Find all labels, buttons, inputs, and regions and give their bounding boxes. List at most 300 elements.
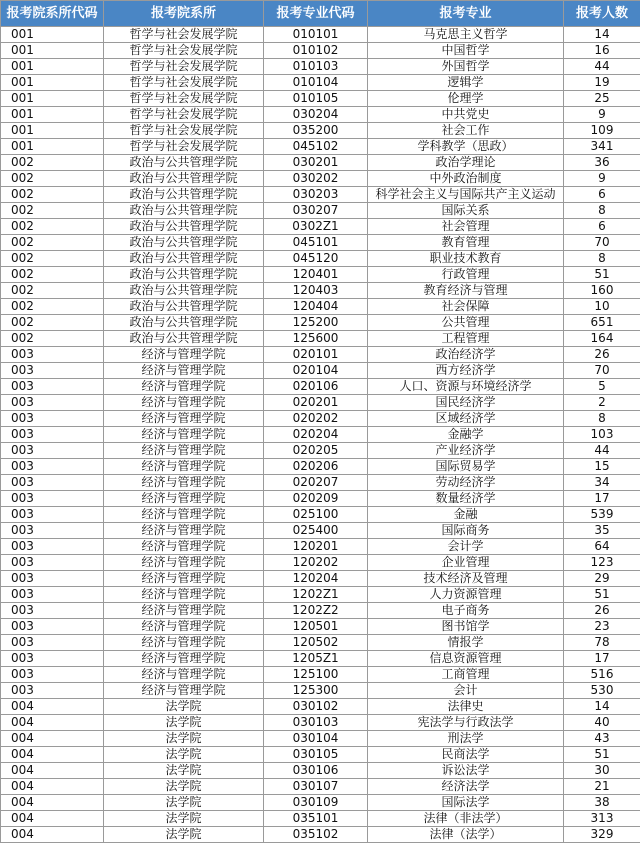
major-name-cell: 数量经济学 [368, 491, 564, 507]
major-code-cell: 020206 [264, 459, 368, 475]
major-name-cell: 产业经济学 [368, 443, 564, 459]
major-code-cell: 125100 [264, 667, 368, 683]
applicant-count-cell: 78 [564, 635, 640, 651]
header-major-code: 报考专业代码 [264, 1, 368, 27]
applicant-count-cell: 313 [564, 811, 640, 827]
major-code-cell: 120204 [264, 571, 368, 587]
dept-name-cell: 经济与管理学院 [104, 507, 264, 523]
major-code-cell: 020205 [264, 443, 368, 459]
major-code-cell: 125300 [264, 683, 368, 699]
major-code-cell: 030201 [264, 155, 368, 171]
dept-name-cell: 法学院 [104, 731, 264, 747]
dept-code-cell: 003 [1, 683, 104, 699]
dept-code-cell: 003 [1, 475, 104, 491]
major-name-cell: 民商法学 [368, 747, 564, 763]
dept-name-cell: 经济与管理学院 [104, 347, 264, 363]
major-name-cell: 国际商务 [368, 523, 564, 539]
table-row [1, 827, 640, 843]
major-code-cell: 1202Z2 [264, 603, 368, 619]
dept-code-cell: 003 [1, 651, 104, 667]
major-name-cell: 中国哲学 [368, 43, 564, 59]
dept-code-cell: 003 [1, 443, 104, 459]
dept-code-cell: 004 [1, 763, 104, 779]
dept-code-cell: 001 [1, 123, 104, 139]
major-code-cell: 1202Z1 [264, 587, 368, 603]
dept-code-cell: 002 [1, 235, 104, 251]
dept-name-cell: 哲学与社会发展学院 [104, 27, 264, 43]
applicant-count-cell: 51 [564, 747, 640, 763]
dept-code-cell: 003 [1, 619, 104, 635]
dept-name-cell: 经济与管理学院 [104, 523, 264, 539]
table-row [1, 219, 640, 235]
dept-code-cell: 001 [1, 43, 104, 59]
applicant-count-cell: 51 [564, 587, 640, 603]
dept-name-cell: 法学院 [104, 715, 264, 731]
dept-code-cell: 003 [1, 571, 104, 587]
major-code-cell: 030109 [264, 795, 368, 811]
major-code-cell: 020202 [264, 411, 368, 427]
major-name-cell: 劳动经济学 [368, 475, 564, 491]
table-row [1, 427, 640, 443]
major-code-cell: 0302Z1 [264, 219, 368, 235]
table-row [1, 91, 640, 107]
applicant-count-cell: 26 [564, 347, 640, 363]
dept-code-cell: 002 [1, 299, 104, 315]
dept-name-cell: 政治与公共管理学院 [104, 299, 264, 315]
table-row [1, 43, 640, 59]
major-name-cell: 教育经济与管理 [368, 283, 564, 299]
dept-name-cell: 经济与管理学院 [104, 667, 264, 683]
table-row [1, 139, 640, 155]
major-code-cell: 035101 [264, 811, 368, 827]
major-code-cell: 020104 [264, 363, 368, 379]
dept-code-cell: 003 [1, 635, 104, 651]
applicant-count-cell: 29 [564, 571, 640, 587]
major-code-cell: 030207 [264, 203, 368, 219]
major-code-cell: 120201 [264, 539, 368, 555]
dept-name-cell: 经济与管理学院 [104, 603, 264, 619]
major-name-cell: 行政管理 [368, 267, 564, 283]
major-name-cell: 人力资源管理 [368, 587, 564, 603]
major-code-cell: 035200 [264, 123, 368, 139]
table-row [1, 363, 640, 379]
dept-name-cell: 经济与管理学院 [104, 651, 264, 667]
dept-code-cell: 003 [1, 539, 104, 555]
header-dept-code: 报考院系所代码 [1, 1, 104, 27]
applicant-count-cell: 19 [564, 75, 640, 91]
dept-name-cell: 经济与管理学院 [104, 459, 264, 475]
major-name-cell: 教育管理 [368, 235, 564, 251]
applicant-count-cell: 64 [564, 539, 640, 555]
table-row [1, 379, 640, 395]
dept-code-cell: 002 [1, 187, 104, 203]
major-code-cell: 120401 [264, 267, 368, 283]
dept-name-cell: 政治与公共管理学院 [104, 219, 264, 235]
table-row [1, 667, 640, 683]
major-name-cell: 电子商务 [368, 603, 564, 619]
dept-code-cell: 002 [1, 283, 104, 299]
dept-code-cell: 004 [1, 747, 104, 763]
applicant-count-cell: 26 [564, 603, 640, 619]
table-row [1, 763, 640, 779]
table-row [1, 619, 640, 635]
major-code-cell: 120403 [264, 283, 368, 299]
table-row [1, 187, 640, 203]
table-row [1, 523, 640, 539]
dept-name-cell: 经济与管理学院 [104, 379, 264, 395]
dept-code-cell: 004 [1, 699, 104, 715]
dept-name-cell: 经济与管理学院 [104, 475, 264, 491]
table-header-row [1, 1, 640, 27]
table-row [1, 283, 640, 299]
major-code-cell: 010104 [264, 75, 368, 91]
applicant-count-cell: 35 [564, 523, 640, 539]
major-code-cell: 120501 [264, 619, 368, 635]
dept-name-cell: 法学院 [104, 795, 264, 811]
header-major-name: 报考专业 [368, 1, 564, 27]
dept-code-cell: 002 [1, 219, 104, 235]
major-code-cell: 025100 [264, 507, 368, 523]
table-row [1, 811, 640, 827]
major-code-cell: 010101 [264, 27, 368, 43]
major-code-cell: 030203 [264, 187, 368, 203]
applicant-count-cell: 30 [564, 763, 640, 779]
header-dept-name: 报考院系所 [104, 1, 264, 27]
major-name-cell: 宪法学与行政法学 [368, 715, 564, 731]
major-code-cell: 045102 [264, 139, 368, 155]
applicant-count-cell: 51 [564, 267, 640, 283]
applicant-count-cell: 25 [564, 91, 640, 107]
table-row [1, 715, 640, 731]
applicant-count-cell: 8 [564, 251, 640, 267]
applicant-count-cell: 8 [564, 411, 640, 427]
dept-code-cell: 002 [1, 331, 104, 347]
dept-name-cell: 法学院 [104, 747, 264, 763]
major-name-cell: 国际贸易学 [368, 459, 564, 475]
major-name-cell: 国际法学 [368, 795, 564, 811]
dept-name-cell: 法学院 [104, 699, 264, 715]
major-code-cell: 035102 [264, 827, 368, 843]
applicant-count-cell: 43 [564, 731, 640, 747]
dept-name-cell: 法学院 [104, 779, 264, 795]
major-name-cell: 中外政治制度 [368, 171, 564, 187]
applicant-count-cell: 36 [564, 155, 640, 171]
table-row [1, 635, 640, 651]
applicant-count-cell: 539 [564, 507, 640, 523]
dept-name-cell: 哲学与社会发展学院 [104, 139, 264, 155]
table-row [1, 539, 640, 555]
dept-code-cell: 003 [1, 507, 104, 523]
applicant-count-cell: 329 [564, 827, 640, 843]
major-code-cell: 020201 [264, 395, 368, 411]
applicant-count-cell: 516 [564, 667, 640, 683]
dept-name-cell: 哲学与社会发展学院 [104, 107, 264, 123]
applicant-count-cell: 17 [564, 491, 640, 507]
dept-code-cell: 003 [1, 411, 104, 427]
table-row [1, 171, 640, 187]
dept-name-cell: 哲学与社会发展学院 [104, 123, 264, 139]
major-name-cell: 金融学 [368, 427, 564, 443]
dept-name-cell: 政治与公共管理学院 [104, 171, 264, 187]
table-row [1, 155, 640, 171]
major-code-cell: 030103 [264, 715, 368, 731]
dept-name-cell: 经济与管理学院 [104, 363, 264, 379]
dept-name-cell: 哲学与社会发展学院 [104, 75, 264, 91]
dept-code-cell: 003 [1, 427, 104, 443]
table-row [1, 651, 640, 667]
major-name-cell: 社会保障 [368, 299, 564, 315]
applicant-count-cell: 164 [564, 331, 640, 347]
major-name-cell: 马克思主义哲学 [368, 27, 564, 43]
major-name-cell: 企业管理 [368, 555, 564, 571]
applicant-count-cell: 34 [564, 475, 640, 491]
major-name-cell: 伦理学 [368, 91, 564, 107]
dept-code-cell: 001 [1, 75, 104, 91]
header-applicant-count: 报考人数 [564, 1, 640, 27]
major-code-cell: 045101 [264, 235, 368, 251]
major-code-cell: 120202 [264, 555, 368, 571]
dept-name-cell: 政治与公共管理学院 [104, 283, 264, 299]
applicant-count-cell: 6 [564, 219, 640, 235]
dept-name-cell: 哲学与社会发展学院 [104, 91, 264, 107]
dept-name-cell: 经济与管理学院 [104, 491, 264, 507]
dept-code-cell: 003 [1, 459, 104, 475]
dept-code-cell: 003 [1, 667, 104, 683]
table-row [1, 779, 640, 795]
major-name-cell: 西方经济学 [368, 363, 564, 379]
applicant-count-cell: 160 [564, 283, 640, 299]
major-name-cell: 工商管理 [368, 667, 564, 683]
table-row [1, 27, 640, 43]
dept-code-cell: 001 [1, 59, 104, 75]
table-row [1, 731, 640, 747]
dept-name-cell: 政治与公共管理学院 [104, 315, 264, 331]
dept-name-cell: 政治与公共管理学院 [104, 235, 264, 251]
major-name-cell: 刑法学 [368, 731, 564, 747]
dept-name-cell: 政治与公共管理学院 [104, 155, 264, 171]
dept-code-cell: 001 [1, 107, 104, 123]
dept-name-cell: 哲学与社会发展学院 [104, 59, 264, 75]
dept-code-cell: 001 [1, 139, 104, 155]
dept-code-cell: 003 [1, 347, 104, 363]
applicant-count-cell: 44 [564, 443, 640, 459]
dept-code-cell: 003 [1, 363, 104, 379]
applicant-count-cell: 14 [564, 699, 640, 715]
dept-name-cell: 政治与公共管理学院 [104, 187, 264, 203]
applicant-count-cell: 2 [564, 395, 640, 411]
dept-name-cell: 经济与管理学院 [104, 571, 264, 587]
table-row [1, 795, 640, 811]
major-name-cell: 逻辑学 [368, 75, 564, 91]
dept-code-cell: 003 [1, 523, 104, 539]
dept-code-cell: 002 [1, 203, 104, 219]
applicant-count-cell: 9 [564, 171, 640, 187]
dept-code-cell: 004 [1, 811, 104, 827]
major-name-cell: 图书馆学 [368, 619, 564, 635]
table-row [1, 475, 640, 491]
major-name-cell: 政治学理论 [368, 155, 564, 171]
dept-name-cell: 经济与管理学院 [104, 427, 264, 443]
table-row [1, 587, 640, 603]
table-row [1, 459, 640, 475]
dept-name-cell: 法学院 [104, 827, 264, 843]
table-row [1, 395, 640, 411]
major-name-cell: 诉讼法学 [368, 763, 564, 779]
major-name-cell: 人口、资源与环境经济学 [368, 379, 564, 395]
major-name-cell: 法律史 [368, 699, 564, 715]
dept-code-cell: 004 [1, 715, 104, 731]
applicant-count-cell: 103 [564, 427, 640, 443]
applicant-count-cell: 14 [564, 27, 640, 43]
applicant-count-cell: 530 [564, 683, 640, 699]
table-row [1, 59, 640, 75]
table-row [1, 331, 640, 347]
major-code-cell: 030202 [264, 171, 368, 187]
table-body [1, 27, 640, 843]
dept-name-cell: 经济与管理学院 [104, 555, 264, 571]
major-code-cell: 030102 [264, 699, 368, 715]
major-code-cell: 120404 [264, 299, 368, 315]
dept-name-cell: 经济与管理学院 [104, 539, 264, 555]
table-row [1, 75, 640, 91]
dept-code-cell: 003 [1, 587, 104, 603]
applicant-count-cell: 21 [564, 779, 640, 795]
major-code-cell: 010102 [264, 43, 368, 59]
dept-name-cell: 经济与管理学院 [104, 443, 264, 459]
applicant-count-cell: 9 [564, 107, 640, 123]
dept-code-cell: 003 [1, 491, 104, 507]
dept-code-cell: 004 [1, 779, 104, 795]
dept-code-cell: 002 [1, 267, 104, 283]
applicant-count-cell: 38 [564, 795, 640, 811]
table-row [1, 123, 640, 139]
dept-code-cell: 004 [1, 731, 104, 747]
applicant-count-cell: 5 [564, 379, 640, 395]
table-row [1, 603, 640, 619]
table-row [1, 683, 640, 699]
dept-name-cell: 经济与管理学院 [104, 619, 264, 635]
major-name-cell: 法律（法学） [368, 827, 564, 843]
major-name-cell: 职业技术教育 [368, 251, 564, 267]
dept-name-cell: 经济与管理学院 [104, 635, 264, 651]
table-row [1, 107, 640, 123]
major-code-cell: 1205Z1 [264, 651, 368, 667]
major-name-cell: 政治经济学 [368, 347, 564, 363]
dept-name-cell: 经济与管理学院 [104, 411, 264, 427]
major-name-cell: 区域经济学 [368, 411, 564, 427]
applicant-count-cell: 8 [564, 203, 640, 219]
dept-code-cell: 002 [1, 171, 104, 187]
table-row [1, 235, 640, 251]
major-code-cell: 010103 [264, 59, 368, 75]
table-row [1, 203, 640, 219]
applicant-count-cell: 23 [564, 619, 640, 635]
applicant-count-cell: 109 [564, 123, 640, 139]
table-row [1, 571, 640, 587]
applicant-count-cell: 70 [564, 363, 640, 379]
table-row [1, 507, 640, 523]
table-row [1, 747, 640, 763]
dept-name-cell: 经济与管理学院 [104, 587, 264, 603]
major-name-cell: 金融 [368, 507, 564, 523]
dept-code-cell: 001 [1, 27, 104, 43]
dept-code-cell: 001 [1, 91, 104, 107]
dept-code-cell: 003 [1, 379, 104, 395]
dept-code-cell: 002 [1, 315, 104, 331]
dept-name-cell: 政治与公共管理学院 [104, 331, 264, 347]
applicant-count-cell: 341 [564, 139, 640, 155]
dept-name-cell: 政治与公共管理学院 [104, 267, 264, 283]
table-row [1, 491, 640, 507]
major-code-cell: 030204 [264, 107, 368, 123]
major-code-cell: 030106 [264, 763, 368, 779]
applicant-count-cell: 651 [564, 315, 640, 331]
major-code-cell: 020207 [264, 475, 368, 491]
major-name-cell: 社会工作 [368, 123, 564, 139]
major-code-cell: 020101 [264, 347, 368, 363]
dept-code-cell: 004 [1, 827, 104, 843]
table-row [1, 411, 640, 427]
major-code-cell: 030105 [264, 747, 368, 763]
major-code-cell: 020106 [264, 379, 368, 395]
applicant-count-cell: 123 [564, 555, 640, 571]
major-name-cell: 国民经济学 [368, 395, 564, 411]
table-row [1, 251, 640, 267]
dept-code-cell: 002 [1, 251, 104, 267]
applicant-count-cell: 15 [564, 459, 640, 475]
major-name-cell: 信息资源管理 [368, 651, 564, 667]
major-code-cell: 010105 [264, 91, 368, 107]
table-row [1, 699, 640, 715]
dept-code-cell: 003 [1, 603, 104, 619]
table-row [1, 555, 640, 571]
major-name-cell: 工程管理 [368, 331, 564, 347]
major-code-cell: 125200 [264, 315, 368, 331]
table-row [1, 299, 640, 315]
dept-name-cell: 经济与管理学院 [104, 395, 264, 411]
major-name-cell: 学科教学（思政） [368, 139, 564, 155]
major-name-cell: 社会管理 [368, 219, 564, 235]
table-row [1, 347, 640, 363]
major-name-cell: 中共党史 [368, 107, 564, 123]
applicant-count-cell: 6 [564, 187, 640, 203]
major-code-cell: 030107 [264, 779, 368, 795]
dept-code-cell: 003 [1, 555, 104, 571]
applicant-count-cell: 10 [564, 299, 640, 315]
major-name-cell: 经济法学 [368, 779, 564, 795]
major-code-cell: 045120 [264, 251, 368, 267]
table-row [1, 443, 640, 459]
dept-name-cell: 政治与公共管理学院 [104, 203, 264, 219]
applicant-count-cell: 70 [564, 235, 640, 251]
major-name-cell: 会计学 [368, 539, 564, 555]
dept-name-cell: 经济与管理学院 [104, 683, 264, 699]
major-code-cell: 030104 [264, 731, 368, 747]
dept-code-cell: 002 [1, 155, 104, 171]
major-name-cell: 国际关系 [368, 203, 564, 219]
dept-name-cell: 法学院 [104, 763, 264, 779]
major-code-cell: 020204 [264, 427, 368, 443]
dept-code-cell: 003 [1, 395, 104, 411]
table-row [1, 267, 640, 283]
major-name-cell: 外国哲学 [368, 59, 564, 75]
major-name-cell: 会计 [368, 683, 564, 699]
dept-name-cell: 政治与公共管理学院 [104, 251, 264, 267]
major-code-cell: 120502 [264, 635, 368, 651]
major-name-cell: 科学社会主义与国际共产主义运动 [368, 187, 564, 203]
applicant-count-cell: 17 [564, 651, 640, 667]
major-name-cell: 法律（非法学） [368, 811, 564, 827]
